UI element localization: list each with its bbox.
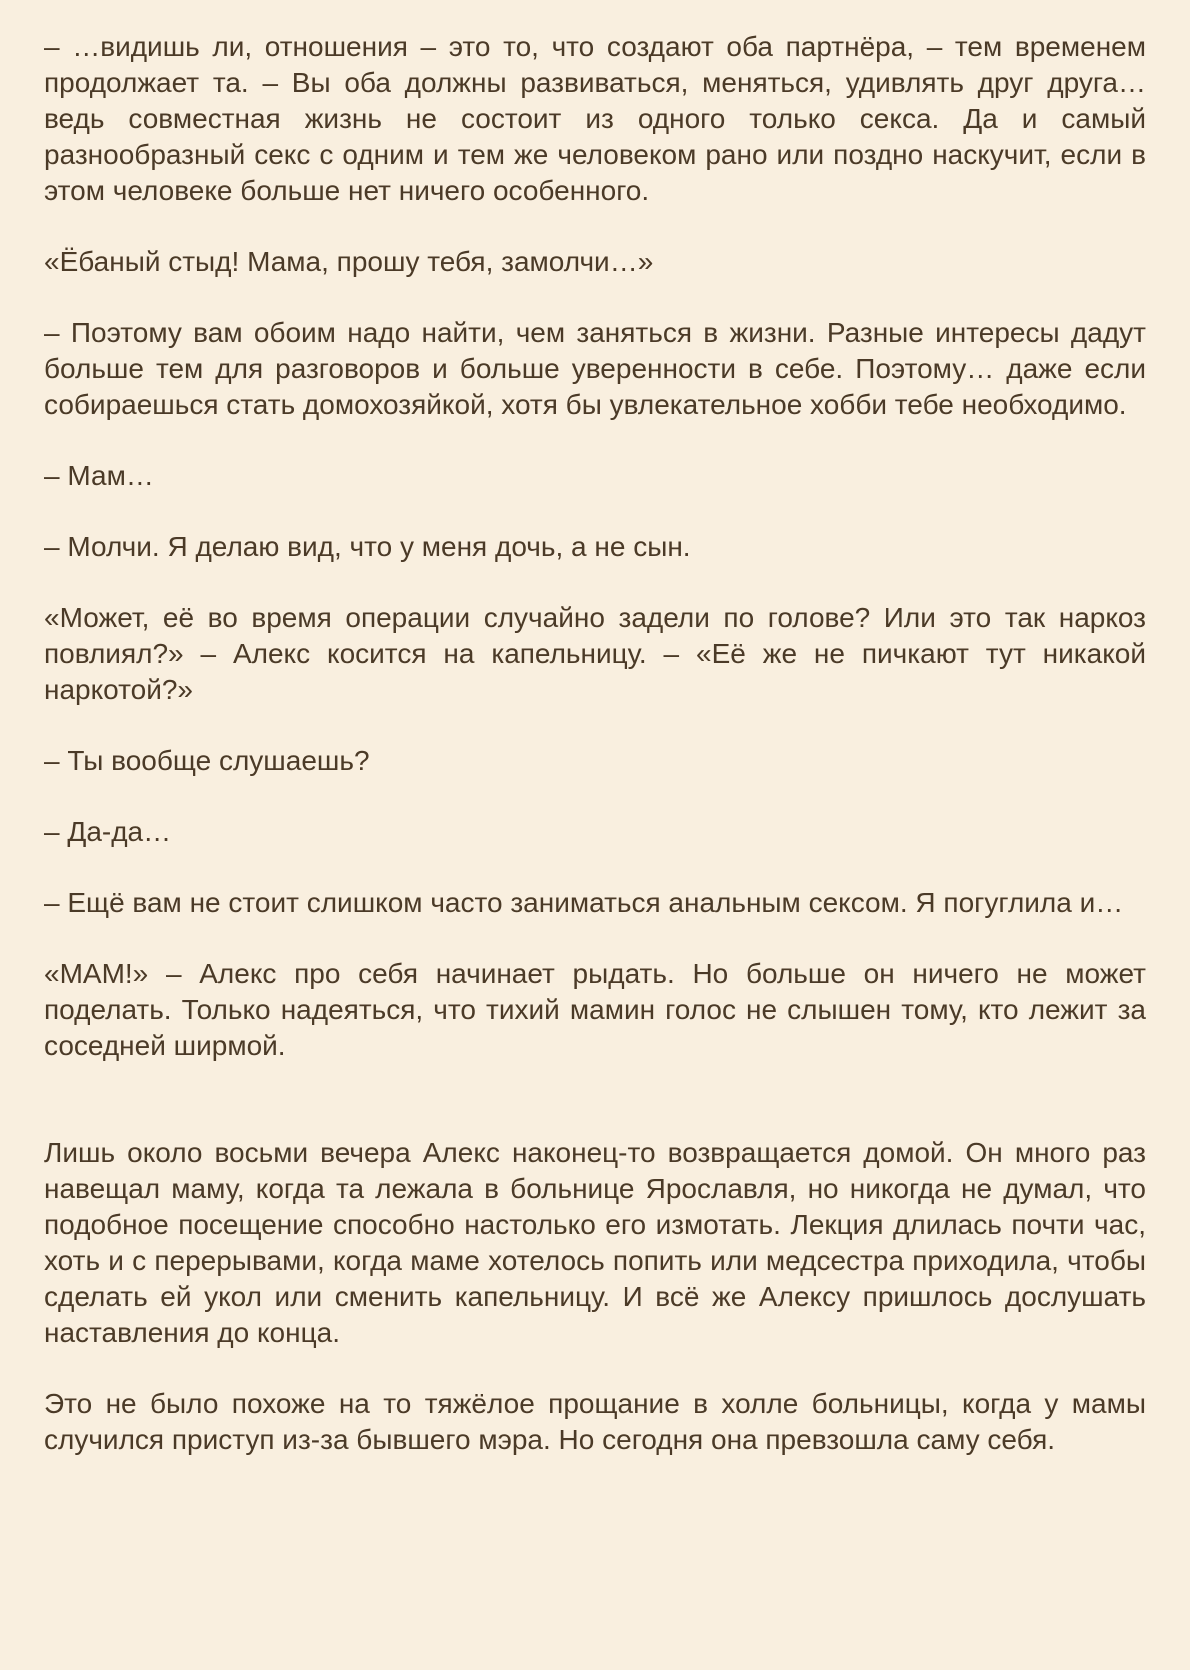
paragraph-9: – Ещё вам не стоит слишком часто заниматься анальным сексом. Я погуглила и… bbox=[44, 887, 1124, 918]
paragraph-2: «Ёбаный стыд! Мама, прошу тебя, замолчи…» bbox=[44, 246, 654, 277]
paragraph-11: Лишь около восьми вечера Алекс наконец-то возвращается домой. Он много раз навещал маму, когда та лежала в больнице Ярославля, но никогда не думал, что подобное посещение способно настолько его измотать. Лекция длилась почти час, хоть и с перерывами, когда маме хотелось попить или медсестра приходила, чтобы сделать ей укол или сменить капельницу. И всё же Алексу пришлось дослушать наставления до конца. bbox=[44, 1137, 1146, 1348]
paragraph-4: – Мам… bbox=[44, 460, 154, 491]
paragraph-7: – Ты вообще слушаешь? bbox=[44, 745, 370, 776]
paragraph-12: Это не было похоже на то тяжёлое прощание в холле больницы, когда у мамы случился приступ из-за бывшего мэра. Но сегодня она превзошла саму себя. bbox=[44, 1388, 1146, 1455]
paragraph-1: – …видишь ли, отношения – это то, что создают оба партнёра, – тем временем продолжает та. – Вы оба должны развиваться, меняться, удивлять друг друга… ведь совместная жизнь не состоит из одного только секса. Да и самый разнообразный секс с одним и тем же человеком рано или поздно наскучит, если в этом человеке больше нет ничего особенного. bbox=[44, 31, 1146, 206]
paragraph-8: – Да-да… bbox=[44, 816, 172, 847]
paragraph-10: «МАМ!» – Алекс про себя начинает рыдать. Но больше он ничего не может поделать. Только надеяться, что тихий мамин голос не слышен тому, кто лежит за соседней ширмой. bbox=[44, 958, 1146, 1061]
paragraph-3: – Поэтому вам обоим надо найти, чем заняться в жизни. Разные интересы дадут больше тем для разговоров и больше уверенности в себе. Поэтому… даже если собираешься стать домохозяйкой, хотя бы увлекательное хобби тебе необходимо. bbox=[44, 317, 1146, 420]
paragraph-5: – Молчи. Я делаю вид, что у меня дочь, а не сын. bbox=[44, 531, 691, 562]
paragraph-6: «Может, её во время операции случайно задели по голове? Или это так наркоз повлиял?» – Алекс косится на капельницу. – «Её же не пичкают тут никакой наркотой?» bbox=[44, 602, 1146, 705]
document-page bbox=[44, 29, 1146, 1493]
